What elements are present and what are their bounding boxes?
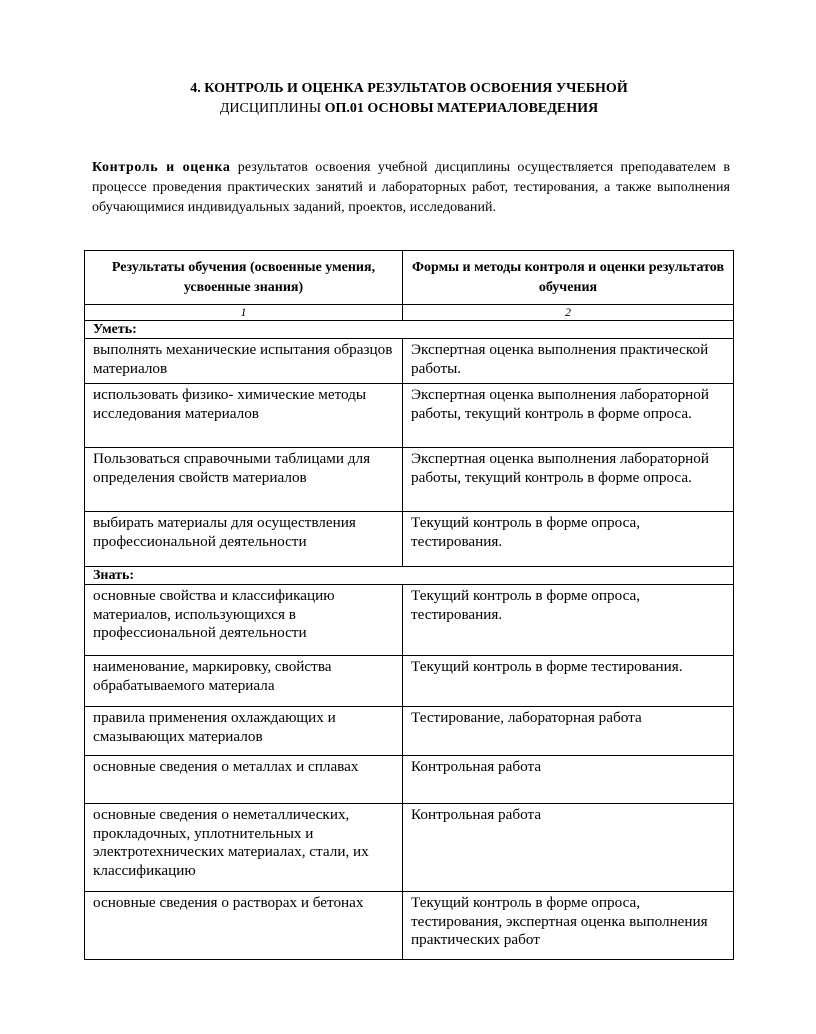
table-row bbox=[85, 892, 734, 960]
intro-text: результатов освоения учебной дисциплины осуществляется преподавателем в процессе проведения практических занятий и лабораторных работ, тестирования, а также выполнения обучающимися индивидуальных заданий, проектов, исследований. bbox=[92, 160, 730, 215]
column-number-2: 2 bbox=[403, 305, 734, 321]
method-cell: Тестирование, лабораторная работа bbox=[403, 707, 734, 756]
result-cell: основные сведения о металлах и сплавах bbox=[85, 756, 403, 804]
heading-line-2-plain: ДИСЦИПЛИНЫ bbox=[219, 101, 325, 116]
table-header-row bbox=[85, 251, 734, 305]
column-number-1: 1 bbox=[85, 305, 403, 321]
method-cell: Экспертная оценка выполнения лабораторной работы, текущий контроль в форме опроса. bbox=[403, 448, 734, 512]
result-cell: использовать физико- химические методы исследования материалов bbox=[85, 384, 403, 448]
heading-line-2-bold: ОП.01 ОСНОВЫ МАТЕРИАЛОВЕДЕНИЯ bbox=[324, 101, 599, 116]
section-row-skills bbox=[85, 321, 734, 339]
method-cell: Текущий контроль в форме опроса, тестирования, экспертная оценка выполнения практических работ bbox=[403, 892, 734, 960]
intro-paragraph bbox=[92, 158, 730, 218]
section-title-skills: Уметь: bbox=[85, 321, 734, 339]
result-cell: выполнять механические испытания образцов материалов bbox=[85, 339, 403, 384]
table-row bbox=[85, 384, 734, 448]
method-cell: Контрольная работа bbox=[403, 756, 734, 804]
table-row bbox=[85, 512, 734, 567]
result-cell: Пользоваться справочными таблицами для определения свойств материалов bbox=[85, 448, 403, 512]
method-cell: Текущий контроль в форме опроса, тестирования. bbox=[403, 585, 734, 656]
result-cell: основные сведения о растворах и бетонах bbox=[85, 892, 403, 960]
method-cell: Контрольная работа bbox=[403, 804, 734, 892]
result-cell: основные свойства и классификацию материалов, использующихся в профессиональной деятельности bbox=[85, 585, 403, 656]
method-cell: Текущий контроль в форме тестирования. bbox=[403, 656, 734, 707]
table-row bbox=[85, 707, 734, 756]
header-results: Результаты обучения (освоенные умения, усвоенные знания) bbox=[85, 251, 403, 305]
result-cell: выбирать материалы для осуществления профессиональной деятельности bbox=[85, 512, 403, 567]
intro-lead: Контроль и оценка bbox=[92, 160, 231, 175]
table-row bbox=[85, 656, 734, 707]
table-row bbox=[85, 585, 734, 656]
section-heading bbox=[84, 79, 734, 119]
table-row bbox=[85, 804, 734, 892]
assessment-table bbox=[84, 250, 734, 960]
header-methods: Формы и методы контроля и оценки результатов обучения bbox=[403, 251, 734, 305]
method-cell: Экспертная оценка выполнения лабораторной работы, текущий контроль в форме опроса. bbox=[403, 384, 734, 448]
method-cell: Экспертная оценка выполнения практической работы. bbox=[403, 339, 734, 384]
result-cell: основные сведения о неметаллических, прокладочных, уплотнительных и электротехнических материалах, стали, их классификацию bbox=[85, 804, 403, 892]
table-row bbox=[85, 756, 734, 804]
section-title-knowledge: Знать: bbox=[85, 567, 734, 585]
column-numbers-row bbox=[85, 305, 734, 321]
result-cell: правила применения охлаждающих и смазывающих материалов bbox=[85, 707, 403, 756]
table-row bbox=[85, 339, 734, 384]
heading-line-2 bbox=[84, 99, 734, 119]
table-row bbox=[85, 448, 734, 512]
heading-line-1: 4. КОНТРОЛЬ И ОЦЕНКА РЕЗУЛЬТАТОВ ОСВОЕНИЯ УЧЕБНОЙ bbox=[190, 81, 628, 96]
method-cell: Текущий контроль в форме опроса, тестирования. bbox=[403, 512, 734, 567]
result-cell: наименование, маркировку, свойства обрабатываемого материала bbox=[85, 656, 403, 707]
section-row-knowledge bbox=[85, 567, 734, 585]
